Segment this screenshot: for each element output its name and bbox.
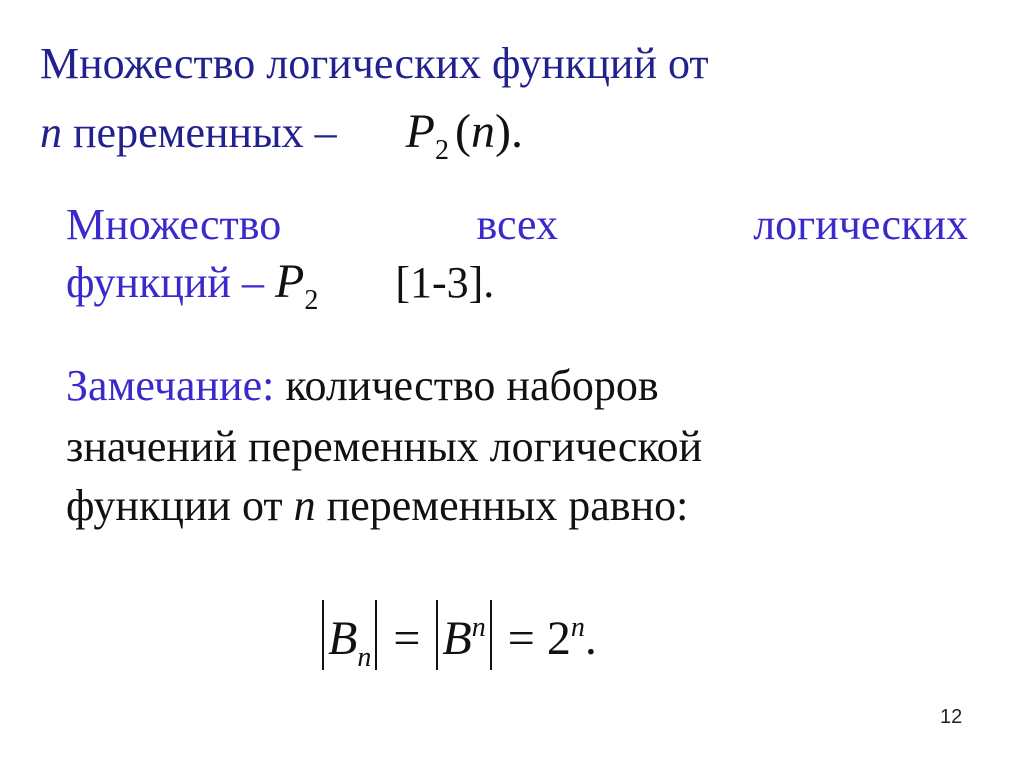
equation-equals-2: = (507, 612, 535, 665)
definition-word-2: всех (476, 200, 559, 249)
definition-formula-subscript: 2 (304, 285, 319, 316)
remark-line-1 (66, 361, 659, 410)
abs-bar-left-1 (322, 600, 324, 670)
equation-equals-1: = (393, 612, 421, 665)
equation-b1: B (328, 612, 358, 665)
abs-bar-right-2 (490, 600, 492, 670)
remark-line-3 (66, 481, 689, 530)
remark-variable-n: n (293, 481, 316, 530)
title-line-2-text: переменных – (62, 108, 337, 157)
remark-line-1-text: количество наборов (274, 361, 659, 410)
remark-label: Замечание: (66, 361, 275, 410)
title-formula (405, 105, 523, 166)
formula-close-paren: ). (494, 105, 523, 158)
formula-open-paren: ( (454, 105, 471, 158)
definition-line-2 (66, 255, 495, 316)
definition-line-1 (66, 200, 968, 249)
definition-formula-p: P (274, 255, 305, 308)
remark-line-2: значений переменных логической (66, 422, 703, 471)
equation-b2-superscript: n (471, 612, 486, 643)
equation-end: . (584, 612, 597, 665)
definition-reference: [1-3]. (395, 258, 495, 307)
abs-bar-right-1 (375, 600, 377, 670)
equation-two: 2 (546, 612, 571, 665)
formula-n: n (470, 105, 495, 158)
title-line-1: Множество логических функций от (40, 39, 709, 88)
title-line-2 (40, 105, 523, 166)
equation-b1-subscript: n (357, 642, 372, 673)
equation-two-superscript: n (570, 612, 585, 643)
abs-bar-left-2 (436, 600, 438, 670)
definition-word-1: Множество (66, 200, 282, 249)
definition-line-2-text: функций – (66, 258, 264, 307)
equation (318, 600, 597, 673)
equation-b2: B (442, 612, 472, 665)
formula-p: P (405, 105, 435, 158)
slide-number: 12 (940, 706, 963, 728)
formula-subscript: 2 (434, 135, 449, 166)
title-variable-n: n (40, 108, 62, 157)
remark-line-3-text-b: переменных равно: (315, 481, 689, 530)
remark-line-3-text-a: функции от (66, 481, 294, 530)
definition-word-3: логических (753, 200, 968, 249)
